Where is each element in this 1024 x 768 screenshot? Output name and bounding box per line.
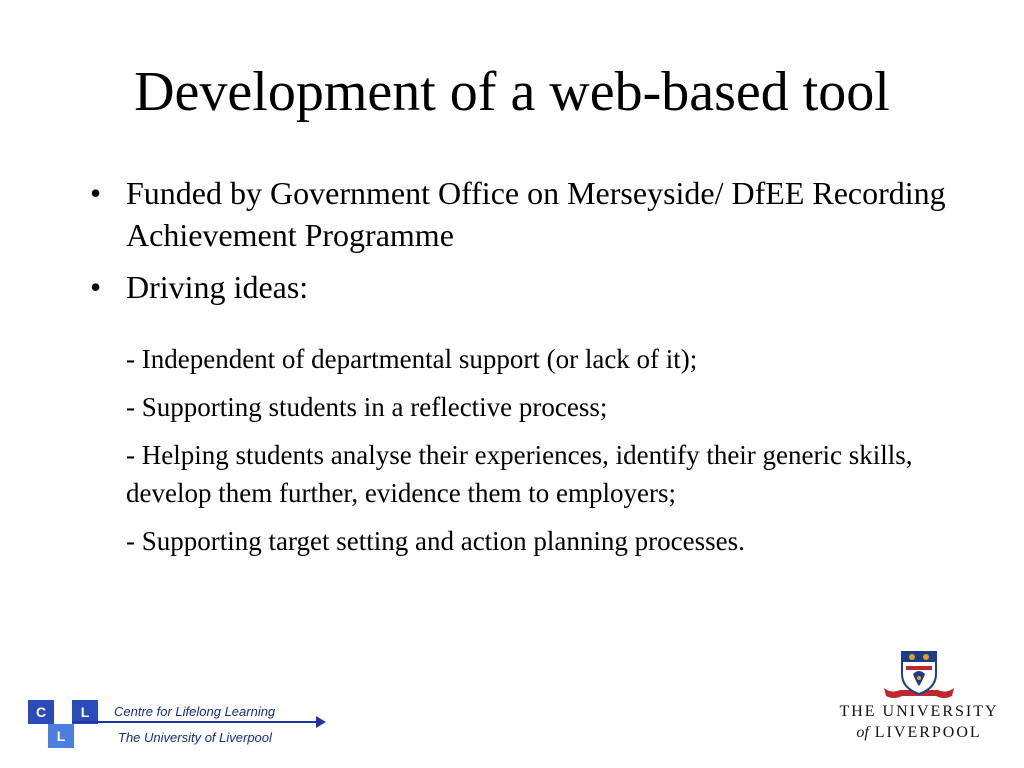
- cll-line1: Centre for Lifelong Learning: [114, 704, 276, 719]
- cll-arrow-icon: [316, 716, 326, 728]
- bullet-text: Driving ideas:: [126, 269, 309, 305]
- cll-letter-l2: L: [48, 724, 74, 748]
- cll-underline: [72, 721, 316, 723]
- bullet-text: Funded by Government Office on Merseyside/ DfEE Recording Achievement Programme: [126, 175, 946, 253]
- cll-letter-c: C: [28, 700, 54, 724]
- university-name-line2: [834, 724, 1004, 742]
- university-logo: [834, 648, 1004, 748]
- university-name-liverpool: LIVERPOOL: [874, 724, 982, 741]
- sub-item: - Helping students analyse their experiences, identify their generic skills, develop them further, evidence them to employers;: [126, 440, 913, 508]
- bullet-marker: •: [90, 175, 102, 211]
- sub-item: - Independent of departmental support (or lack of it);: [126, 344, 698, 374]
- university-crest-icon: [882, 648, 956, 700]
- cll-logo: [28, 700, 338, 752]
- sub-item: - Supporting students in a reflective process;: [126, 392, 608, 422]
- bullet-item: [86, 266, 946, 308]
- bullet-marker: •: [90, 269, 102, 305]
- university-name-line1: THE UNIVERSITY: [839, 703, 999, 720]
- sub-item: - Supporting target setting and action planning processes.: [126, 526, 745, 556]
- bullet-list: [86, 172, 946, 308]
- cll-line2: The University of Liverpool: [118, 730, 272, 745]
- driving-ideas-list: [126, 340, 946, 570]
- cll-letter-l1: L: [72, 700, 98, 724]
- university-name-of: of: [856, 724, 869, 741]
- slide-title: Development of a web-based tool: [134, 61, 890, 123]
- bullet-item: [86, 172, 946, 256]
